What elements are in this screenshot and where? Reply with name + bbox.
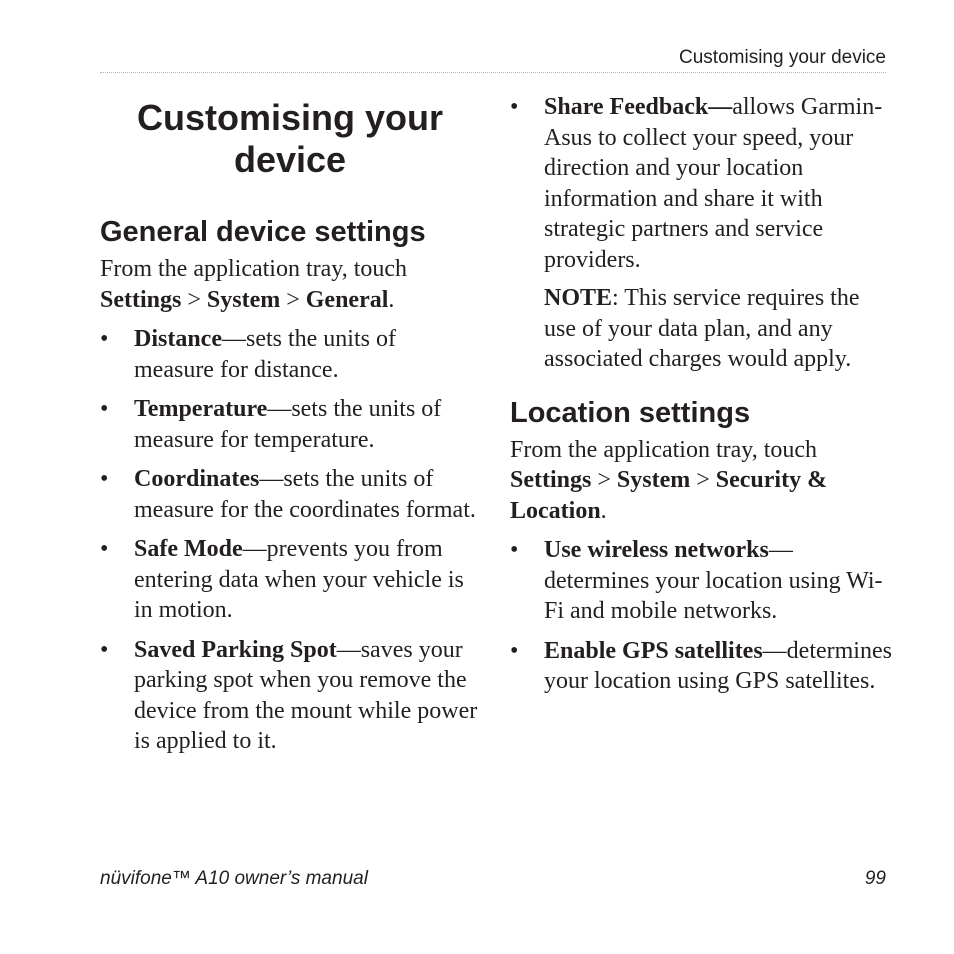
header-rule — [100, 72, 886, 73]
bullet: • — [100, 466, 109, 492]
path-system: System — [206, 286, 281, 313]
item-desc: —determines your location using GPS satellites. — [544, 637, 892, 694]
location-intro-text: From the application tray, touch — [510, 436, 818, 463]
bullet: • — [100, 636, 109, 663]
path-system: System — [616, 467, 691, 493]
general-intro — [100, 254, 480, 315]
right-column — [510, 92, 895, 697]
bullet: • — [510, 637, 519, 664]
path-end: . — [600, 497, 607, 524]
share-feedback-note — [510, 283, 895, 375]
footer-page-number: 99 — [864, 868, 886, 889]
item-desc: —sets the units of measure for temperature. — [134, 396, 442, 453]
path-separator: > — [280, 286, 306, 313]
item-term: Distance — [134, 326, 222, 352]
path-separator: > — [181, 286, 207, 313]
item-term: Use wireless networks — [544, 537, 769, 563]
path-settings: Settings — [100, 286, 182, 313]
running-header: Customising your device — [679, 47, 886, 68]
item-term: Coordinates — [134, 466, 260, 492]
path-separator: > — [591, 467, 617, 493]
list-item-use-wireless-networks — [510, 535, 895, 627]
item-term: Temperature — [134, 396, 268, 422]
item-desc: —sets the units of measure for the coordinates format. — [134, 466, 476, 523]
list-item-enable-gps-satellites — [510, 636, 895, 697]
item-term: Safe Mode — [134, 536, 243, 562]
left-column — [100, 92, 480, 757]
path-end: . — [388, 286, 395, 313]
item-desc: —sets the units of measure for distance. — [134, 326, 396, 383]
list-item-saved-parking-spot — [100, 635, 480, 757]
general-intro-text: From the application tray, touch — [100, 256, 408, 282]
bullet: • — [100, 536, 109, 562]
path-general: General — [305, 286, 389, 313]
list-item-distance — [100, 324, 480, 385]
footer-manual-title: nüvifone™ A10 owner’s manual — [100, 868, 368, 889]
item-term: Share Feedback— — [544, 94, 733, 120]
bullet: • — [100, 396, 109, 422]
item-desc: —prevents you from entering data when your vehicle is in motion. — [134, 536, 464, 623]
item-desc: —saves your parking spot when you remove the device from the mount while power is applied to it. — [134, 636, 478, 754]
general-settings-list — [100, 324, 480, 757]
note-text: : This service requires the use of your data plan, and any associated charges would apply. — [544, 285, 860, 372]
section-title-general: General device settings — [100, 216, 426, 248]
item-term: Saved Parking Spot — [134, 636, 337, 663]
share-feedback-list — [510, 92, 895, 275]
list-item-safe-mode — [100, 534, 480, 626]
location-settings-list — [510, 535, 895, 697]
item-desc: allows Garmin-Asus to collect your speed, your direction and your location information and share it with strategic partners and service providers. — [544, 94, 883, 273]
list-item-temperature — [100, 394, 480, 455]
bullet: • — [510, 537, 519, 563]
chapter-title: Customising your device — [136, 97, 444, 180]
location-intro — [510, 435, 895, 527]
path-security-location: Security & Location — [510, 467, 828, 524]
path-settings: Settings — [510, 467, 592, 493]
list-item-coordinates — [100, 464, 480, 525]
bullet: • — [510, 94, 519, 120]
section-title-location: Location settings — [510, 396, 751, 429]
path-separator: > — [690, 467, 716, 493]
note-label: NOTE — [544, 285, 613, 311]
item-term: Enable GPS satellites — [544, 637, 763, 664]
item-desc: — determines your location using Wi-Fi and mobile networks. — [544, 537, 883, 624]
list-item-share-feedback — [510, 92, 895, 275]
bullet: • — [100, 326, 109, 352]
